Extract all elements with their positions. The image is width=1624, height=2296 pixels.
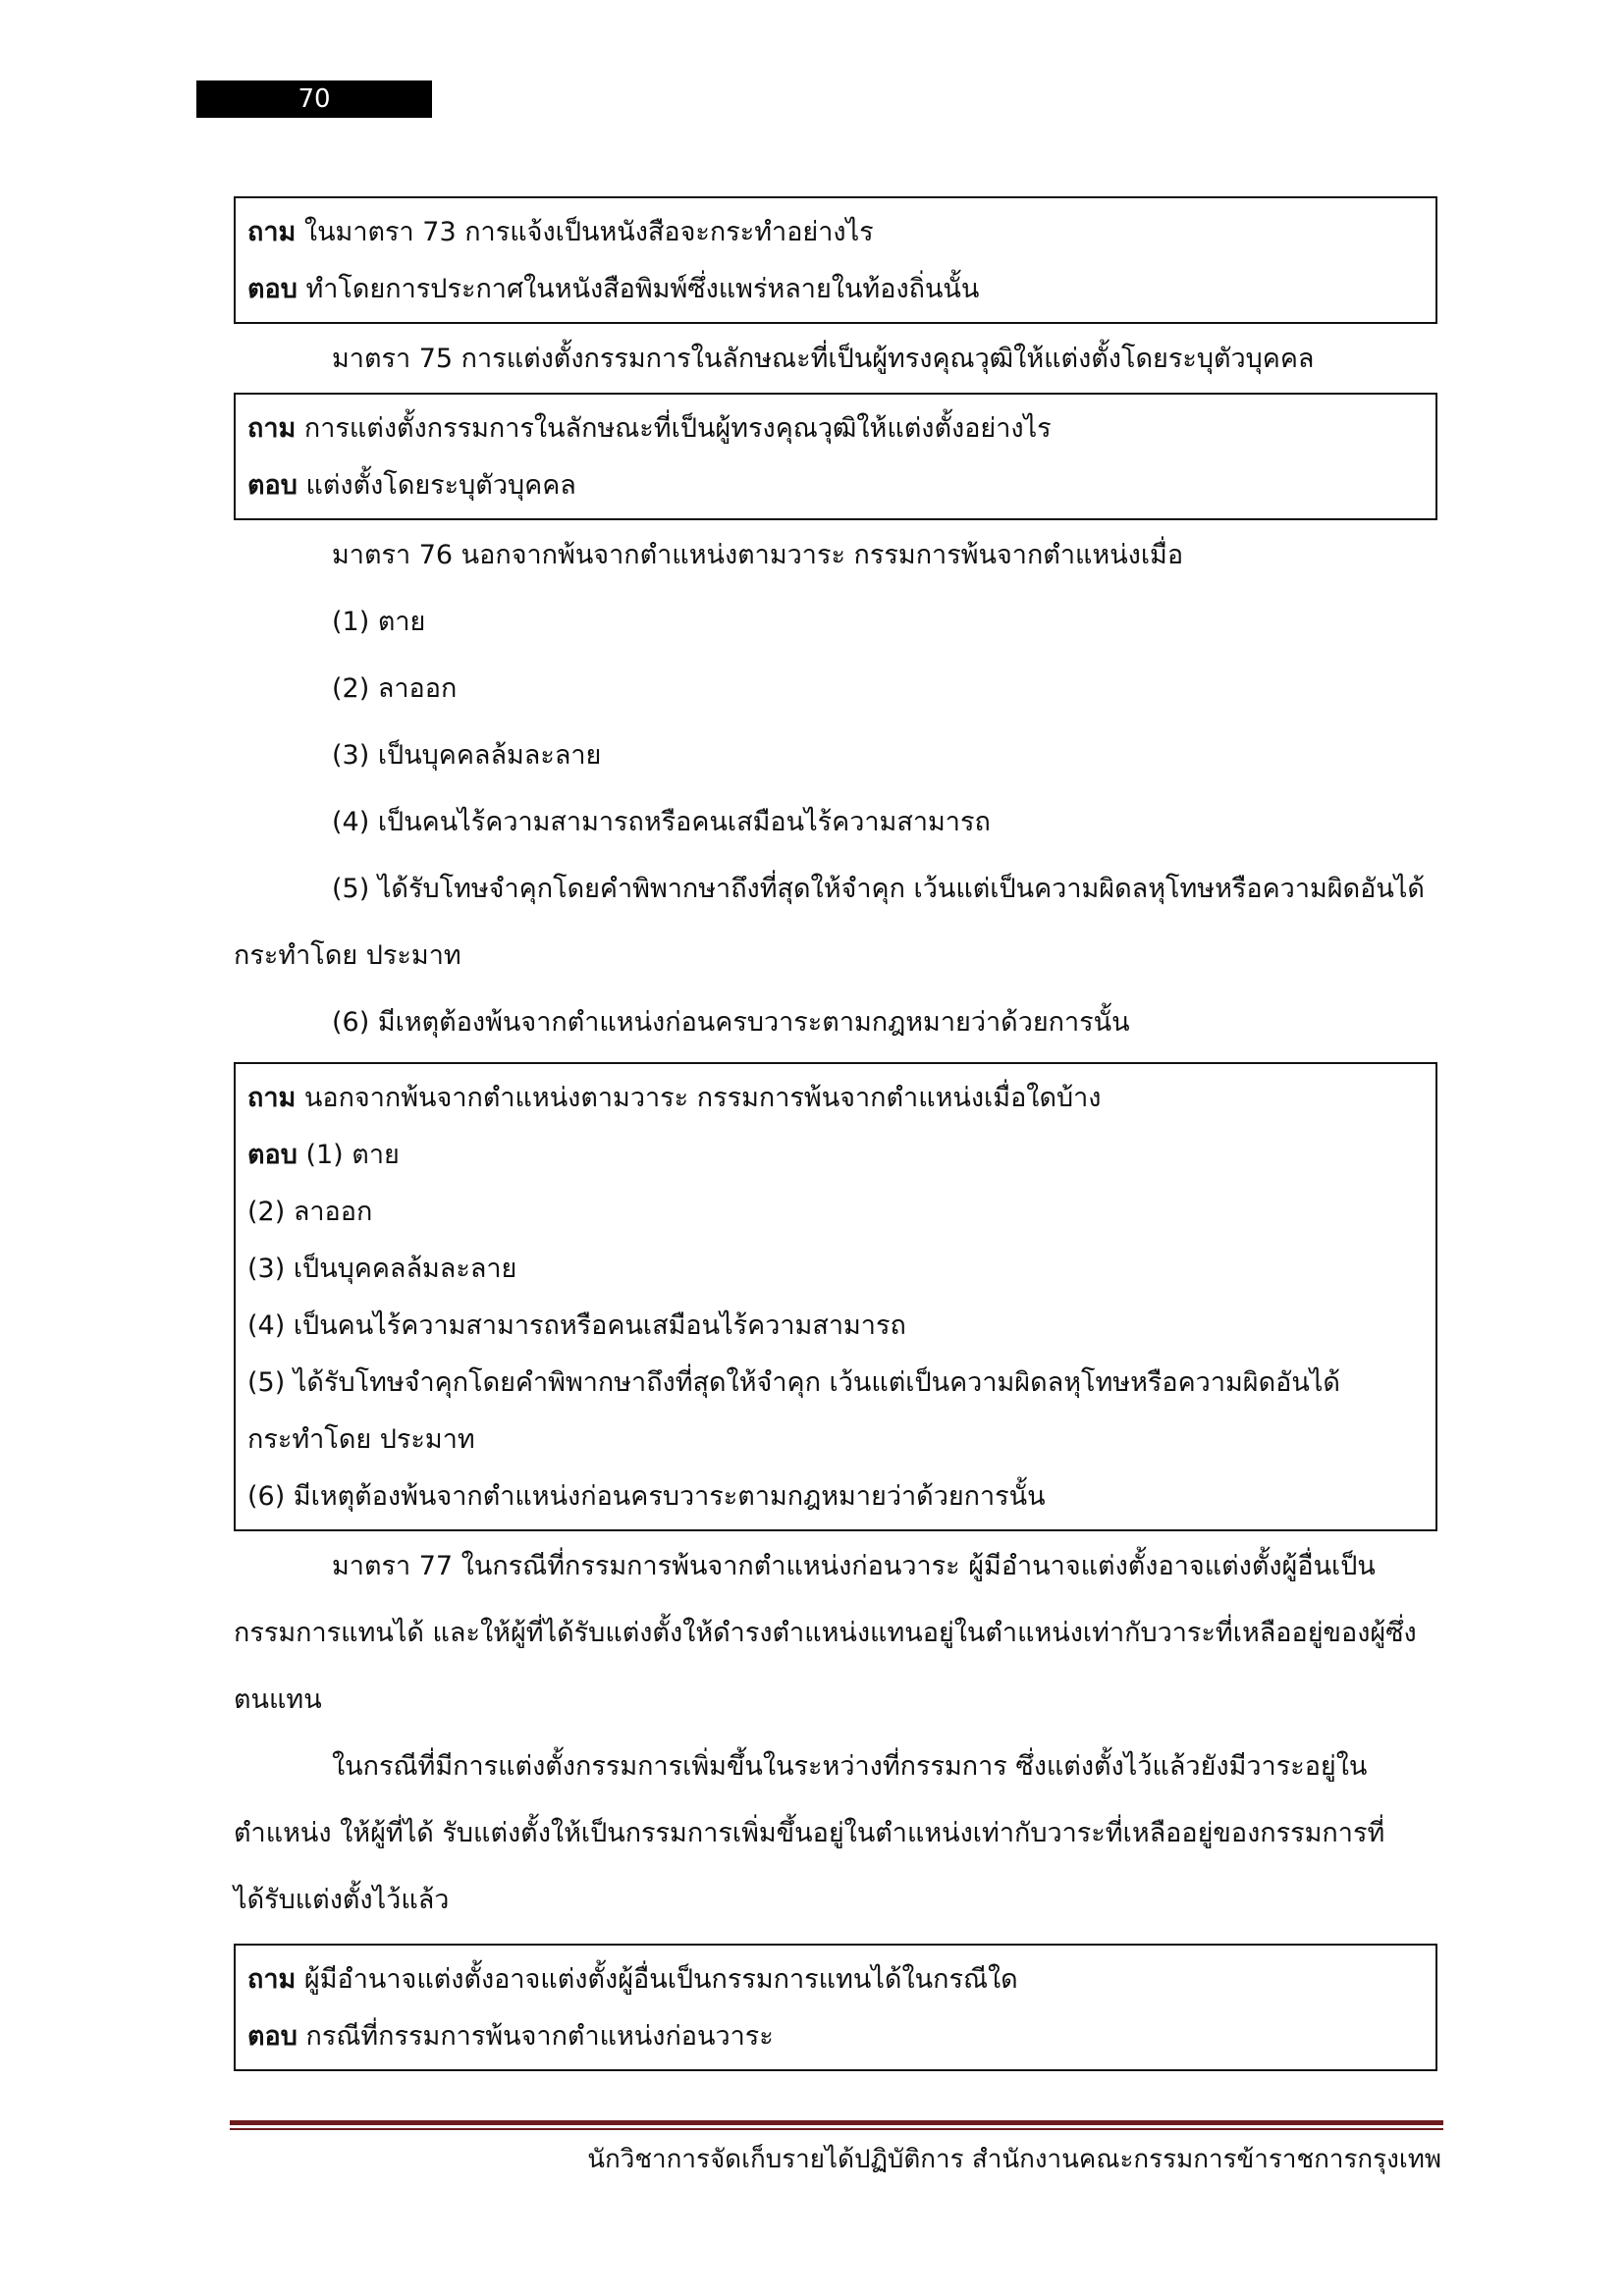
section-76-item: (4) เป็นคนไร้ความสามารถหรือคนเสมือนไร้ความสามารถ — [332, 807, 991, 837]
question-label: ถาม — [247, 217, 297, 247]
qa-box-section-77 — [234, 1944, 1437, 2071]
question-line — [247, 400, 1426, 457]
question-text: ในมาตรา 73 การแจ้งเป็นหนังสือจะกระทำอย่างไร — [296, 217, 874, 247]
answer-text: กรณีที่กรรมการพ้นจากตำแหน่งก่อนวาระ — [297, 2021, 774, 2052]
answer-line: (4) เป็นคนไร้ความสามารถหรือคนเสมือนไร้ความสามารถ — [247, 1310, 906, 1341]
section-76-item: (1) ตาย — [332, 607, 426, 637]
section-77-line: มาตรา 77 ในกรณีที่กรรมการพ้นจากตำแหน่งก่อนวาระ ผู้มีอำนาจแต่งตั้งอาจแต่งตั้งผู้อื่นเป็น — [332, 1551, 1376, 1581]
qa-box-section-75 — [234, 393, 1437, 520]
question-label: ถาม — [247, 1964, 297, 1995]
answer-line: (2) ลาออก — [247, 1197, 373, 1227]
answer-line — [247, 457, 1426, 514]
section-76-item: (5) ได้รับโทษจำคุกโดยคำพิพากษาถึงที่สุดให้จำคุก เว้นแต่เป็นความผิดลหุโทษหรือความผิดอันได้ — [332, 874, 1425, 904]
page-number: 70 — [196, 80, 432, 118]
answer-line — [247, 261, 1426, 318]
section-76-intro: มาตรา 76 นอกจากพ้นจากตำแหน่งตามวาระ กรรมการพ้นจากตำแหน่งเมื่อ — [332, 540, 1184, 570]
question-label: ถาม — [247, 413, 297, 444]
answer-label: ตอบ — [247, 274, 298, 304]
answer-label: ตอบ — [247, 1140, 298, 1170]
qa-box-section-76 — [234, 1062, 1437, 1531]
question-line — [247, 204, 1426, 261]
section-77-line: ตำแหน่ง ให้ผู้ที่ได้ รับแต่งตั้งให้เป็นกรรมการเพิ่มขึ้นอยู่ในตำแหน่งเท่ากับวาระที่เหลืออยู่ของกรรมการที่ — [234, 1818, 1385, 1848]
section-77-line: ในกรณีที่มีการแต่งตั้งกรรมการเพิ่มขึ้นในระหว่างที่กรรมการ ซึ่งแต่งตั้งไว้แล้วยังมีวาระอยู่ใน — [332, 1751, 1368, 1782]
answer-text: ทำโดยการประกาศในหนังสือพิมพ์ซึ่งแพร่หลายในท้องถิ่นนั้น — [297, 274, 980, 304]
page-content — [234, 196, 1437, 2081]
footer-text: นักวิชาการจัดเก็บรายได้ปฏิบัติการ สำนักงานคณะกรรมการข้าราชการกรุงเทพ — [587, 2145, 1441, 2174]
section-76-item: (3) เป็นบุคคลล้มละลาย — [332, 740, 602, 771]
question-text: ผู้มีอำนาจแต่งตั้งอาจแต่งตั้งผู้อื่นเป็นกรรมการแทนได้ในกรณีใด — [296, 1964, 1018, 1995]
question-text: นอกจากพ้นจากตำแหน่งตามวาระ กรรมการพ้นจากตำแหน่งเมื่อใดบ้าง — [296, 1083, 1102, 1113]
section-76-item-continuation: กระทำโดย ประมาท — [234, 940, 461, 971]
answer-text: แต่งตั้งโดยระบุตัวบุคคล — [297, 470, 576, 501]
section-76-item: (2) ลาออก — [332, 673, 458, 704]
answer-line: กระทำโดย ประมาท — [247, 1424, 475, 1455]
answer-label: ตอบ — [247, 470, 298, 501]
answer-line: (5) ได้รับโทษจำคุกโดยคำพิพากษาถึงที่สุดให้จำคุก เว้นแต่เป็นความผิดลหุโทษหรือความผิดอันได้ — [247, 1367, 1340, 1398]
answer-line: (3) เป็นบุคคลล้มละลาย — [247, 1254, 517, 1284]
answer-line: (6) มีเหตุต้องพ้นจากตำแหน่งก่อนครบวาระตามกฎหมายว่าด้วยการนั้น — [247, 1481, 1046, 1512]
qa-box-section-73 — [234, 196, 1437, 324]
section-75-text: มาตรา 75 การแต่งตั้งกรรมการในลักษณะที่เป็นผู้ทรงคุณวุฒิให้แต่งตั้งโดยระบุตัวบุคคล — [332, 344, 1315, 374]
section-77-line: ตนแทน — [234, 1684, 322, 1715]
answer-text: (1) ตาย — [297, 1140, 400, 1170]
answer-label: ตอบ — [247, 2021, 298, 2052]
section-77-line: กรรมการแทนได้ และให้ผู้ที่ได้รับแต่งตั้งให้ดำรงตำแหน่งแทนอยู่ในตำแหน่งเท่ากับวาระที่เหลืออยู่ของผู้ซึ่ง — [234, 1618, 1417, 1648]
question-label: ถาม — [247, 1083, 297, 1113]
question-line — [247, 1951, 1426, 2008]
answer-line — [247, 1127, 1426, 1184]
question-text: การแต่งตั้งกรรมการในลักษณะที่เป็นผู้ทรงคุณวุฒิให้แต่งตั้งอย่างไร — [296, 413, 1052, 444]
footer-divider — [230, 2120, 1443, 2130]
section-76-item: (6) มีเหตุต้องพ้นจากตำแหน่งก่อนครบวาระตามกฎหมายว่าด้วยการนั้น — [332, 1007, 1130, 1038]
question-line — [247, 1070, 1426, 1127]
answer-line — [247, 2008, 1426, 2065]
section-77-line: ได้รับแต่งตั้งไว้แล้ว — [234, 1885, 450, 1915]
